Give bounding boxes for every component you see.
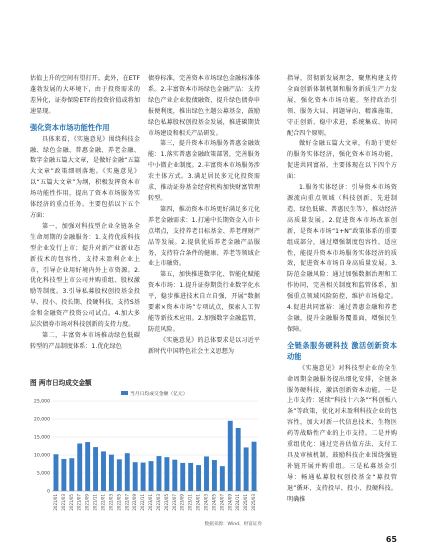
bar (77, 443, 82, 491)
bar (109, 455, 114, 491)
y-tick-label: 20,000 (33, 417, 50, 423)
x-tick-label: 2021/07 (76, 494, 82, 511)
section-heading: 全链条服务硬科技 激活创新资本动能 (287, 340, 397, 361)
paragraph: 指导，贯彻新发展理念，聚焦构建支持全面创新体制机制和服务新质生产力发展，强化资本市场功能。坚持政治引领、服务大局、问题导向、精准施策，守正创新、稳中求进，系统集成、协同配合四个原则。 (287, 75, 397, 137)
column-3 (287, 74, 397, 506)
x-tick-label: 2023/07 (171, 494, 177, 511)
bar (69, 458, 74, 491)
x-tick-label: 2021/11 (92, 494, 98, 511)
bar (164, 457, 169, 491)
bar (172, 460, 177, 491)
x-tick-label: 2022/09 (132, 494, 138, 511)
chart-source: 数据来源：Wind、财富证券 (204, 522, 262, 527)
paragraph: 具体来看，《实施意见》围绕科技金融、绿色金融、普惠金融、养老金融、数字金融五篇大文章，是做好金融“五篇大文章”政策细则落地。《实施意见》以“五篇大文章”为纲，积极发挥资本市场功能性作用，提出了资本市场服务实体经济的重点任务。主要包括以下五个方面： (30, 135, 140, 219)
x-tick-label: 2024/07 (219, 494, 225, 511)
column-1 (30, 74, 140, 353)
bar (101, 451, 106, 491)
bar (54, 454, 59, 491)
x-tick-label: 2021/05 (68, 494, 74, 511)
y-tick-label: 15,000 (33, 435, 50, 441)
paragraph: 做好金融五篇大文章，有助于更好的服务实体经济，强化资本市场功能，促进共同富裕，主要体现在以下四个方面： (287, 140, 397, 181)
x-tick-label: 2022/07 (124, 494, 130, 511)
paragraph: 第二，丰富资本市场推动绿色低碳转型的产品制度体系：1.优化绿色 (30, 331, 140, 350)
paragraph: 第三，提升资本市场服务普惠金融效能：1.落实普惠金融政策部署，完善服务中小微企业制度。2.丰富资本市场服务涉农主体方式。3.满足居民多元化投资需求，推动证券基金经营机构加快财富管理转型。 (148, 140, 260, 202)
chart-title: 图 两市日均成交金额 (30, 379, 92, 387)
x-tick-label: 2024/11 (235, 494, 241, 511)
x-tick-label: 2022/01 (100, 494, 106, 511)
paragraph: 第四，推动资本市场更好满足多元化养老金融需求：1.打通中长期资金入市卡点堵点，支持养老目标基金、养老理财产品等发展。2.提供优质养老金融产品服务，支持符合条件的健康、养老等领域企业上市融资。 (148, 205, 260, 268)
bar (85, 442, 90, 491)
bar (141, 463, 146, 491)
bar (188, 463, 193, 491)
section-heading: 强化资本市场功能性作用 (30, 122, 110, 132)
column-2 (148, 74, 260, 358)
x-tick-label: 2024/01 (195, 494, 201, 511)
x-tick-label: 2022/11 (140, 494, 146, 511)
paragraph: 估值上升的空间有望打开。此外，在ETF蓬勃发展的大环境下，由于投资需求的差异化，证券保险ETF的投资价值或将加速显现。 (30, 75, 140, 115)
bar (196, 465, 201, 491)
bar (149, 461, 154, 491)
bar (61, 459, 66, 491)
bar (204, 456, 209, 491)
y-tick-label: 25,000 (33, 399, 50, 405)
x-tick-label: 2023/11 (187, 494, 193, 511)
x-tick-label: 2021/09 (84, 494, 90, 511)
x-tick-label: 2025/01 (243, 494, 249, 511)
paragraph: 第五，加快推进数字化、智能化赋能资本市场：1.提升证券期货行业数字化水平，稳步推进技术自立自强，开展“数据要素×资本市场”专项试点，探索人工智能等新技术应用。2.加强数字金融监管，防范风险。 (148, 271, 260, 333)
x-tick-label: 2024/05 (211, 494, 217, 511)
bar-chart (30, 389, 262, 517)
x-tick-label: 2023/03 (155, 494, 161, 511)
x-tick-label: 2024/03 (203, 494, 209, 511)
y-tick-label: 0 (47, 489, 50, 495)
page-number: 65 (385, 535, 397, 544)
bar (252, 442, 257, 491)
bar (157, 456, 162, 491)
y-tick-label: 5,000 (36, 471, 50, 477)
paragraph: 第一，加强对科技型企业全链条全生命周期的金融服务：1.支持优质科技型企业发行上市；提升对新产业新业态新技术的包容性，支持未盈利企业上市，引导企业用好境内外上市资源。2.优化科技型上市公司并购重组、股权激励等制度。3.引导私募股权创投基金投早、投小、投长期、投硬科技，支持S基金和金融资产投资公司试点。4.加大多层次债券市场对科技创新的支持力度。 (30, 222, 140, 329)
y-tick-label: 10,000 (33, 453, 50, 459)
bar (93, 447, 98, 491)
bar (125, 453, 130, 491)
x-tick-label: 2022/05 (116, 494, 122, 511)
x-tick-label: 2021/01 (52, 494, 58, 511)
paragraph: 《实施意见》的总体要求是以习近平新时代中国特色社会主义思想为 (148, 336, 260, 355)
paragraph: 债券标准，完善资本市场绿色金融标准体系。2.丰富资本市场绿色金融产品：支持绿色产业企业股债融资，提升绿色债券申报便利度，推出绿色主题公募基金，鼓励绿色私募股权创投基金发展，推进碳期货市场建设和相关产品研发。 (148, 75, 260, 137)
x-tick-label: 2022/03 (108, 494, 114, 511)
bar (236, 428, 241, 491)
bar (212, 460, 217, 491)
x-tick-label: 2023/09 (179, 494, 185, 511)
bar (133, 462, 138, 491)
paragraph: 1.服务实体经济：引导资本市场资源流向重点领域（科技创新、先进制造、绿色低碳、普惠民生等），推动经济高质量发展。2.促进资本市场改革创新，是资本市场“1+N”政策体系的重要组成部分，通过增强制度包容性、适应性，能提升资本市场服务实体经济的质效，促进资本市场自身高质量发展。3.防范金融风险：通过加强数据治理和工作协同，完善相关制度和监管体系，加强重点领域风险防控，维护市场稳定。4.促进共同富裕：通过普惠金融和养老金融，提升金融服务覆盖面，增强民生保障。 (287, 184, 397, 333)
x-tick-label: 2023/01 (148, 494, 154, 511)
bar (220, 466, 225, 491)
x-tick-label: 2025/03 (251, 494, 257, 511)
chart-figure (30, 377, 262, 527)
paragraph: 《实施意见》对科技型企业的全生命周期金融服务提出细化安排，全链条服务硬科技，激活创新资本动能。一是上市支持：延续“科技十六条”“科创板八条”等政策，优化对未盈利科技企业的包容性，加大对新一代信息技术、生物医药等战略性产业的上市支持。二是并购重组优化：通过完善估值方法、支付工具及审核机制，鼓励科技企业围绕强链补链开展并购重组。三是私募基金引导：畅通私募股权创投基金“募投管退”循环，支持投早、投小、投硬科技。明确推 (287, 364, 397, 503)
x-tick-label: 2021/03 (60, 494, 66, 511)
legend-label: 当月日均成交金额（亿元） (130, 391, 188, 397)
bar (117, 459, 122, 491)
x-tick-label: 2024/09 (227, 494, 233, 511)
bar (228, 421, 233, 491)
bar (180, 463, 185, 491)
legend-swatch (121, 391, 128, 395)
bar (244, 447, 249, 491)
x-tick-label: 2023/05 (163, 494, 169, 511)
